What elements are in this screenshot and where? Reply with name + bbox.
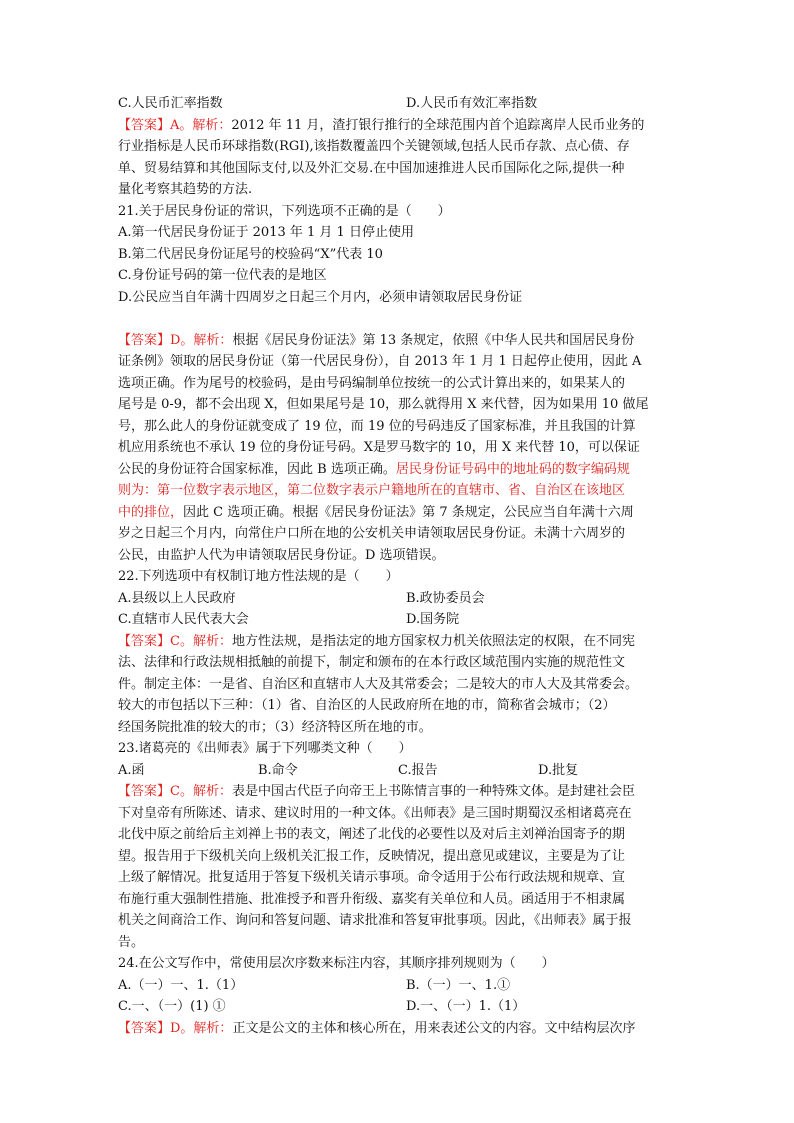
q23-option-b: B.命令 xyxy=(258,762,298,778)
q23-option-d: D.批复 xyxy=(538,762,579,778)
q21-analysis-2: 证条例》领取的居民身份证（第一代居民身份），自 2013 年 1 月 1 日起停止使用，因此 A xyxy=(118,354,642,369)
q21-analysis-9-highlight: 中的排位， xyxy=(118,504,184,520)
q20-option-c: C.人民币汇率指数 xyxy=(118,96,223,111)
q23-analysis-6: 布施行重大强制性措施、批准授予和晋升衔级、嘉奖有关单位和人员。函适用于不相隶属 xyxy=(118,891,626,907)
q22-analysis-1: 地方性法规，是指法定的地方国家权力机关依照法定的权限，在不同宪 xyxy=(231,633,635,649)
q22-analysis-2: 法、法律和行政法规相抵触的前提下，制定和颁布的在本行政区域范围内实施的规范性文 xyxy=(118,655,626,670)
q24-analysis-1: 正文是公文的主体和核心所在，用来表述公文的内容。文中结构层次序 xyxy=(232,1020,636,1036)
q21-analysis-10: 岁之日起三个月内，向常住户口所在地的公安机关申请领取居民身份证。未满十六周岁的 xyxy=(118,526,626,541)
q21-analysis-3: 选项正确。作为尾号的校验码，是由号码编制单位按统一的公式计算出来的，如果某人的 xyxy=(118,375,626,391)
q23-option-a: A.函 xyxy=(118,762,145,778)
q21-analysis-8-highlight: 则为：第一位数字表示地区，第二位数字表示户籍地所在的直辖市、省、自治区在该地区 xyxy=(118,483,626,498)
q21-analysis-9 xyxy=(118,502,678,524)
q23-options xyxy=(118,760,678,782)
q20-options-cd xyxy=(118,93,678,115)
q23-analysis-1: 表是中国古代臣子向帝王上书陈情言事的一种特殊文体。是封建社会臣 xyxy=(231,784,635,799)
q23-answer-tag: 【答案】C。解析： xyxy=(118,784,232,799)
q21-analysis-9-normal: 因此 C 选项正确。根据《居民身份证法》第 7 条规定，公民应当自年满十六周 xyxy=(183,504,634,520)
q21-answer-tag: 【答案】D。解析： xyxy=(118,332,233,348)
q21-option-a: A.第一代居民身份证于 2013 年 1 月 1 日停止使用 xyxy=(118,225,414,240)
q21-option-c: C.身份证号码的第一位代表的是地区 xyxy=(118,268,327,283)
q22-answer-line-1 xyxy=(118,631,678,653)
q22-answer-tag: 【答案】C。解析： xyxy=(118,633,232,649)
q20-analysis-1: 2012 年 11 月，渣打银行推行的全球范围内首个追踪离岸人民币业务的 xyxy=(231,117,645,133)
q22-option-d: D.国务院 xyxy=(406,612,460,627)
q22-analysis-5: 经国务院批准的较大的市；（3）经济特区所在地的市。 xyxy=(118,719,432,735)
q23-option-c: C.报告 xyxy=(398,762,438,778)
q21-analysis-11: 公民，由监护人代为申请领取居民身份证。D 选项错误。 xyxy=(118,547,445,563)
q23-analysis-8: 告。 xyxy=(118,934,145,950)
q22-options-cd xyxy=(118,609,678,631)
q21-analysis-7-normal: 公民的身份证符合国家标准，因此 B 选项正确。 xyxy=(118,461,396,477)
document-page xyxy=(118,93,678,1039)
q24-option-b: B.（一）一、1.① xyxy=(406,977,511,993)
q24-option-d: D.一、（一）1.（1） xyxy=(406,999,526,1014)
q24-answer-tag: 【答案】D。解析： xyxy=(118,1020,233,1036)
q21-analysis-4: 尾号是 0-9，都不会出现 X，但如果尾号是 10，那么就得用 X 来代替，因为如果用 10 做尾 xyxy=(118,397,649,412)
q20-analysis-4: 量化考察其趋势的方法. xyxy=(118,182,253,197)
q21-option-d: D.公民应当自年满十四周岁之日起三个月内，必须申请领取居民身份证 xyxy=(118,289,523,305)
blank-line xyxy=(118,308,678,330)
q24-answer-line-1 xyxy=(118,1018,678,1040)
q22-analysis-4: 较大的市包括以下三种：（1）省、自治区的人民政府所在地的市，简称省会城市；（2） xyxy=(118,698,616,713)
q20-answer-tag: 【答案】A。解析： xyxy=(118,117,232,133)
q20-analysis-3: 单、贸易结算和其他国际支付,以及外汇交易.在中国加速推进人民币国际化之际,提供一种 xyxy=(118,160,625,176)
q22-question: 22.下列选项中有权制订地方性法规的是（ ） xyxy=(118,569,399,584)
q22-option-b: B.政协委员会 xyxy=(406,590,485,606)
q22-option-a: A.县级以上人民政府 xyxy=(118,590,236,606)
q24-option-c: C.一、（一）(1) ① xyxy=(118,999,226,1014)
q21-analysis-7 xyxy=(118,459,678,481)
q20-answer-line-1 xyxy=(118,115,678,137)
q23-analysis-5: 上级了解情况。批复适用于答复下级机关请示事项。命令适用于公布行政法规和规章、宣 xyxy=(118,870,626,885)
q24-question: 24.在公文写作中，常使用层次序数来标注内容，其顺序排列规则为（ ） xyxy=(118,956,555,971)
q22-option-c: C.直辖市人民代表大会 xyxy=(118,612,249,627)
q24-options-cd xyxy=(118,996,678,1018)
q21-analysis-7-highlight: 居民身份证号码中的地址码的数字编码规 xyxy=(395,461,630,477)
q21-option-b: B.第二代居民身份证尾号的校验码“X”代表 10 xyxy=(118,246,383,262)
q21-answer-line-1 xyxy=(118,330,678,352)
q22-options-ab xyxy=(118,588,678,610)
q22-analysis-3: 件。制定主体：一是省、自治区和直辖市人大及其常委会；二是较大的市人大及其常委会。 xyxy=(118,676,639,692)
q21-analysis-1: 根据《居民身份证法》第 13 条规定，依照《中华人民共和国居民身份 xyxy=(232,332,635,348)
q23-analysis-3: 北伐中原之前给后主刘禅上书的表文，阐述了北伐的必要性以及对后主刘禅治国寄予的期 xyxy=(118,827,626,842)
q23-answer-line-1 xyxy=(118,781,678,803)
q21-question: 21.关于居民身份证的常识，下列选项不正确的是（ ） xyxy=(118,203,451,219)
q21-analysis-5: 号，那么此人的身份证就变成了 19 位，而 19 位的号码违反了国家标准，并且我国的计算 xyxy=(118,418,636,434)
q24-options-ab xyxy=(118,975,678,997)
q23-analysis-4: 望。报告用于下级机关向上级机关汇报工作，反映情况，提出意见或建议，主要是为了让 xyxy=(118,848,626,864)
q24-option-a: A.（一）一、1.（1） xyxy=(118,977,244,993)
q23-analysis-7: 机关之间商洽工作、询问和答复问题、请求批准和答复审批事项。因此，《出师表》属于报 xyxy=(118,913,632,928)
q20-analysis-2: 行业指标是人民币环球指数(RGI),该指数覆盖四个关键领域,包括人民币存款、点心债、存 xyxy=(118,139,630,154)
q20-option-d: D.人民币有效汇率指数 xyxy=(406,96,538,111)
q23-question: 23.诸葛亮的《出师表》属于下列哪类文种（ ） xyxy=(118,741,412,756)
q23-analysis-2: 下对皇帝有所陈述、请求、建议时用的一种文体。《出师表》是三国时期蜀汉丞相诸葛亮在 xyxy=(118,805,632,821)
q21-analysis-6: 机应用系统也不承认 19 位的身份证号码。X是罗马数字的 10，用 X 来代替 10，可以保证 xyxy=(118,440,640,455)
